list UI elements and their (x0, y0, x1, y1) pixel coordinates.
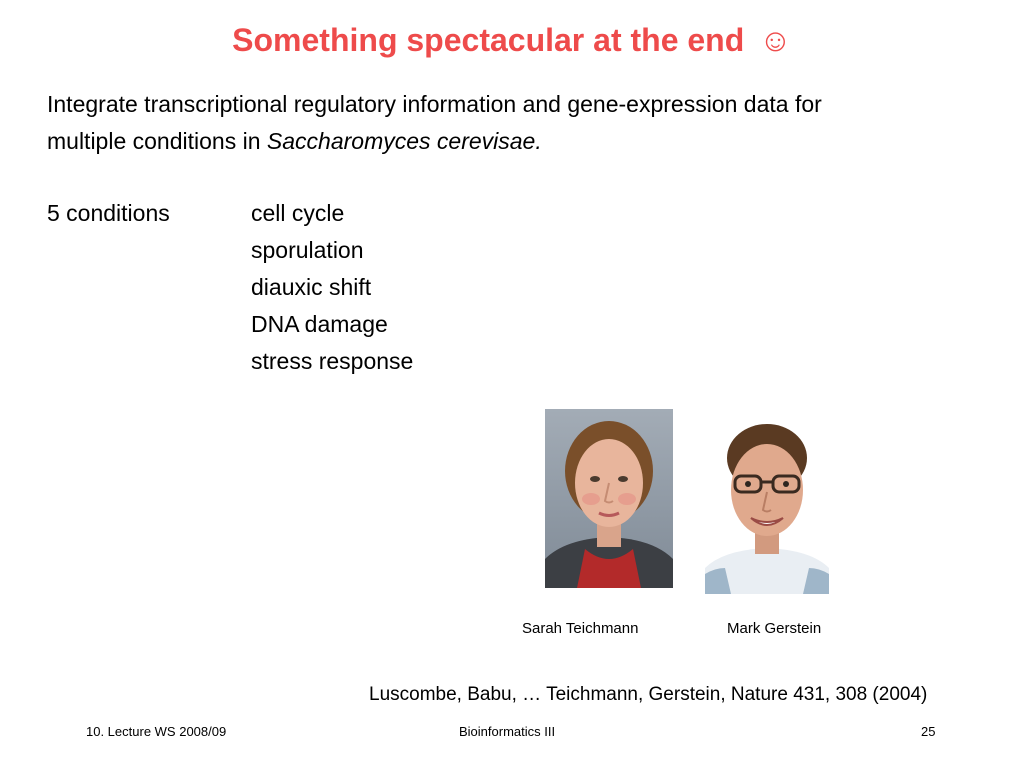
condition-item: stress response (251, 348, 414, 374)
slide-title-text: Something spectacular at the end (232, 22, 745, 58)
condition-item: diauxic shift (251, 274, 372, 300)
smiley-icon: ☺ (759, 22, 792, 58)
footer-lecture: 10. Lecture WS 2008/09 (86, 724, 227, 739)
caption-mark-gerstein: Mark Gerstein (727, 620, 822, 637)
condition-item: cell cycle (251, 200, 345, 226)
species-name: Saccharomyces cerevisae. (266, 128, 542, 154)
footer-page-number: 25 (921, 724, 936, 739)
portrait-woman-image (545, 409, 673, 588)
photo-sarah-teichmann (545, 409, 673, 588)
intro-line-1: Integrate transcriptional regulatory information and gene-expression data for (47, 91, 822, 117)
condition-item: DNA damage (251, 311, 388, 337)
conditions-list (251, 195, 413, 380)
caption-sarah-teichmann: Sarah Teichmann (522, 620, 639, 637)
intro-line-2 (47, 123, 987, 160)
conditions-label: 5 conditions (47, 200, 170, 226)
condition-item: sporulation (251, 237, 364, 263)
portrait-man-image (705, 418, 829, 594)
footer-course: Bioinformatics III (459, 724, 556, 739)
slide-title (0, 22, 1024, 59)
photo-mark-gerstein (705, 418, 829, 594)
intro-paragraph (47, 86, 987, 160)
citation-reference: Luscombe, Babu, … Teichmann, Gerstein, Nature 431, 308 (2004) (369, 684, 928, 705)
intro-line-2-prefix: multiple conditions in (47, 128, 267, 154)
